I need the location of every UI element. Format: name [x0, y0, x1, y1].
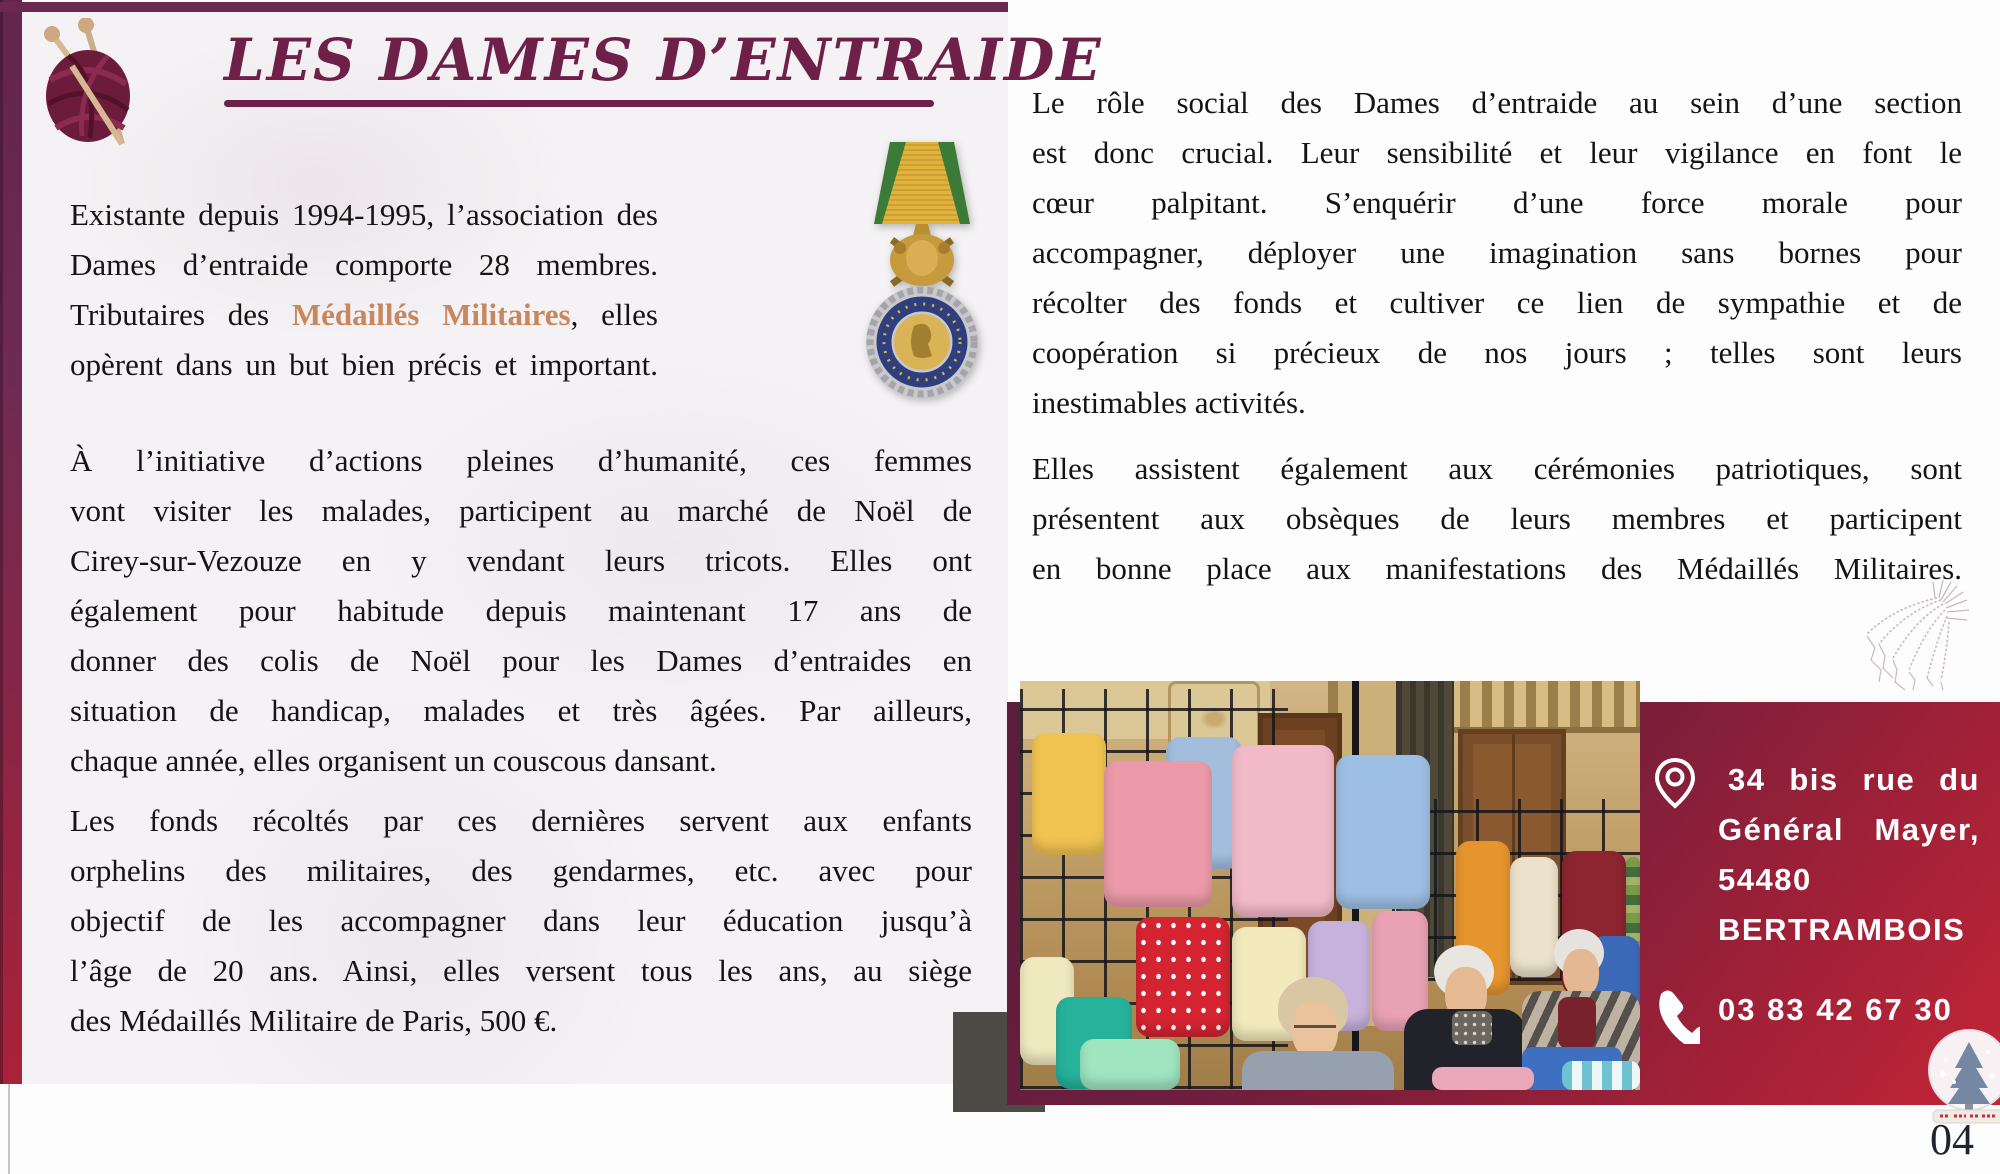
text-line: cœur palpitant. S’enquérir d’une force morale pour	[1032, 185, 1962, 220]
text-line: en bonne place aux manifestations des Médaillés Militaires.	[1032, 551, 1962, 586]
text-line: l’âge de 20 ans. Ainsi, elles versent tous les ans, au siège	[70, 953, 972, 988]
sweater-shape	[1080, 1039, 1180, 1090]
military-medal-image	[856, 136, 988, 408]
text-line: des Médaillés Militaire de Paris, 500 €.	[70, 1003, 558, 1038]
paragraph	[70, 190, 658, 390]
text-line: présentent aux obsèques de leurs membres et participent	[1032, 501, 1962, 536]
location-pin-icon	[1652, 756, 1698, 810]
left-gradient-bar	[0, 0, 22, 1084]
sweater-shape	[1232, 745, 1334, 917]
article-header	[224, 26, 1103, 107]
text-line: BERTRAMBOIS	[1718, 912, 1966, 947]
text-line: objectif de les accompagner dans leur éducation jusqu’à	[70, 903, 972, 938]
woman-figure-body	[1242, 1051, 1394, 1090]
sweater-shape	[1510, 857, 1558, 977]
snow-globe-icon	[1926, 1024, 2000, 1126]
sweater-shape	[1032, 733, 1106, 855]
woman-figure-glasses	[1294, 1025, 1336, 1037]
text-line: Elles assistent également aux cérémonies patriotiques, sont	[1032, 451, 1962, 486]
text-line: coopération si précieux de nos jours ; telles sont leurs	[1032, 335, 1962, 370]
text-line: À l’initiative d’actions pleines d’humanité, ces femmes	[70, 443, 972, 478]
phone-icon	[1654, 986, 1700, 1044]
text-line: 54480	[1718, 862, 1812, 897]
card-top-border	[0, 2, 1008, 12]
sweater-shape	[1104, 761, 1212, 907]
paragraph	[70, 436, 972, 786]
text-line: chaque année, elles organisent un couscous dansant.	[70, 743, 717, 778]
left-edge-line	[8, 1084, 10, 1174]
text-line: Existante depuis 1994-1995, l’association des	[70, 197, 658, 232]
sweater-shape	[1136, 917, 1230, 1037]
address-text	[1718, 755, 1980, 955]
woman-figure-face	[1563, 949, 1599, 997]
title-underline	[224, 100, 934, 107]
article-card	[22, 12, 1103, 1084]
woman-figure-scarf	[1452, 1011, 1492, 1045]
paragraph	[1032, 444, 1962, 594]
knitwear-pile	[1562, 1061, 1640, 1090]
text-line: 34 bis rue du	[1728, 762, 1980, 797]
text-line: situation de handicap, malades et très âgées. Par ailleurs,	[70, 693, 972, 728]
text-line: orphelins des militaires, des gendarmes, etc. avec pour	[70, 853, 972, 888]
yarn-ball-icon	[38, 18, 142, 154]
text-line: Les fonds récoltés par ces dernières servent aux enfants	[70, 803, 972, 838]
text-line: inestimables activités.	[1032, 385, 1306, 420]
knitted-hat-watermark-icon	[1845, 578, 1977, 696]
sweater-shape	[1336, 755, 1430, 909]
page-number: 04	[1930, 1115, 1974, 1164]
text-line: donner des colis de Noël pour les Dames d’entraides en	[70, 643, 972, 678]
text-line: Cirey-sur-Vezouze en y vendant leurs tricots. Elles ont	[70, 543, 972, 578]
knitwear-pile	[1432, 1067, 1534, 1090]
page-title: LES DAMES D’ENTRAIDE	[224, 26, 1103, 94]
text-line: Général Mayer,	[1718, 812, 1980, 847]
text-line: est donc crucial. Leur sensibilité et leur vigilance en font le	[1032, 135, 1962, 170]
text-line: Dames d’entraide comporte 28 membres.	[70, 247, 658, 282]
phone-number: 03 83 42 67 30	[1718, 992, 1953, 1027]
knitwear-market-photo	[1020, 681, 1640, 1090]
text-line: accompagner, déployer une imagination sans bornes pour	[1032, 235, 1962, 270]
paragraph	[1032, 78, 1962, 428]
paragraph	[70, 796, 972, 1046]
text-line: également pour habitude depuis maintenant 17 ans de	[70, 593, 972, 628]
text-line: récolter des fonds et cultiver ce lien de sympathie et de	[1032, 285, 1962, 320]
accent-text: Médaillés Militaires	[291, 297, 571, 332]
text-line: opèrent dans un but bien précis et important.	[70, 347, 658, 382]
woman-figure-top	[1558, 997, 1596, 1049]
text-line: Le rôle social des Dames d’entraide au sein d’une section	[1032, 85, 1962, 120]
right-text-column	[1032, 78, 1962, 594]
text-line: Tributaires des Médaillés Militaires, elles	[70, 297, 658, 332]
text-line: vont visiter les malades, participent au marché de Noël de	[70, 493, 972, 528]
